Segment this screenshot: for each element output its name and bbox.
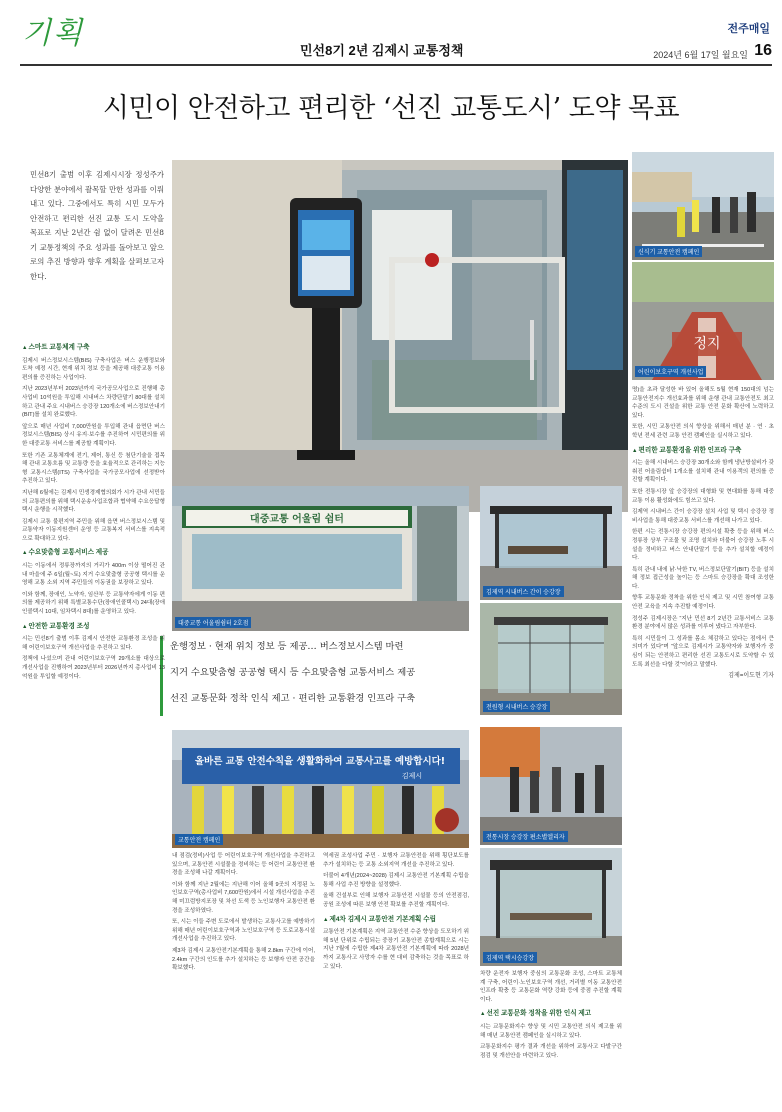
paragraph: 정성주 김제시장은 “지난 민선 8기 2년간 교통서비스 교통환경 분야에서 많은 성과를 이루어 냈다고 자부한다. bbox=[632, 615, 774, 631]
paragraph: 교통문화지수 평가 결과 개선을 위하여 교통사고 다발구간 점검 및 개선안을 마련하고 있다. bbox=[480, 1044, 622, 1059]
paragraph: 내 점검(정비)사업 등 어린이보호구역 개선사업을 추진하고 있으며, 교통안전 시설물을 정비하는 등 어린이 교통안전 환경을 조성해 나갈 계획이다. bbox=[172, 853, 315, 877]
paragraph: 시는 민선8기 출범 이후 김제시 안전한 교통환경 조성을 위해 어린이보호구역 개선사업을 추진하고 있다. bbox=[22, 636, 165, 651]
section-heading-smart: ▲ 스마트 교통체계 구축 bbox=[22, 344, 165, 353]
section-heading-safe: ▲ 안전한 교통환경 조성 bbox=[22, 623, 165, 632]
market-stop-illustration bbox=[480, 727, 622, 845]
subheadline-callout bbox=[170, 634, 485, 724]
paragraph: 또한 전통시장 앞 승강장의 대형화 및 현대화를 통해 대중교통 이용 활성화에도 힘쓰고 있다. bbox=[632, 488, 774, 504]
paragraph: 시는 교통문화지수 향상 및 시민 교통안전 의식 제고를 위해 매년 교통안전 캠페인을 실시하고 있다. bbox=[480, 1023, 622, 1039]
shelter-interior-illustration bbox=[172, 160, 628, 512]
booth-stop-illustration bbox=[480, 603, 622, 715]
photo-shelter-interior bbox=[172, 160, 628, 512]
caption-booth-stop: 전원형 시내버스 승강장 bbox=[483, 701, 550, 712]
banner-org-text: 김제시 bbox=[401, 772, 423, 780]
section-heading-demand: ▲ 수요맞춤형 교통서비스 제공 bbox=[22, 549, 165, 558]
column-5 bbox=[632, 386, 774, 1110]
taxi-stand-illustration bbox=[480, 848, 622, 966]
paragraph: 특히 시민들이 그 성과를 몸소 체감하고 있다는 점에서 큰 의미가 있다”며 “앞으로 김제시가 교통약자와 보행자가 중심이 되는 안전하고 편리한 선진 교통도시로 도약할 수 있도록 최선을 다할 것”이라고 말했다. bbox=[632, 635, 774, 668]
section-logo: 기획 bbox=[22, 16, 84, 51]
callout-line-1: 운행정보 · 현재 위치 정보 등 제공… 버스정보시스템 마련 bbox=[170, 641, 404, 652]
campaign-crosswalk-illustration bbox=[632, 152, 774, 260]
page-number: 16 bbox=[754, 42, 772, 59]
paragraph: 앞으로 매년 사업비 7,000만원을 투입해 관내 읍면단 버스정보시스템(BIS) 상시 유지·보수를 추진하여 시민편의를 위한 대중교통 서비스를 제공할 계획이다. bbox=[22, 423, 165, 447]
paragraph: 이와 함께, 장애인, 노약자, 임산부 등 교통약자에게 이동 편의를 제공하기 위해 특별교통수단(장애인콜택시) 24대(장애인콜택시 10대, 임차택시 8대)를 운영하고 있다. bbox=[22, 591, 165, 616]
photo-market-stop bbox=[480, 727, 622, 845]
paragraph: 시는 이동에서 정류장까지의 거리가 400m 이상 떨어진 관내 마을에 주 6일(월~토) 지거 수요맞춤형 공공형 택시를 운영해 교통 소외 지역 주민들의 이동권을 보장하고 있다. bbox=[22, 563, 165, 587]
photo-safety-campaign bbox=[172, 730, 469, 848]
paragraph: 시는 올해 시내버스 승강장 30개소와 함께 냉난방설비가 갖춰진 어울림쉼터 1개소를 설치해 관내 이용객의 편의를 증진할 계획이다. bbox=[632, 460, 774, 484]
school-zone-text: 정지 bbox=[693, 336, 721, 352]
caption-station-stop: 김제역 시내버스 간이 승강장 bbox=[483, 586, 564, 597]
issue-date: 2024년 6월 17일 월요일 bbox=[653, 50, 748, 60]
series-title: 민선8기 2년 김제시 교통정책 bbox=[300, 43, 464, 58]
paragraph: 차량 운전자 보행자 중심의 교통문화 조성, 스마트 교통체계 구축, 어린이·노인보호구역 개선, 거리별 이동 교통안전 인프라 확충 등 교통문화 역량 강화 등에 중점 추진할 계획이다. bbox=[480, 971, 622, 1003]
photo-campaign-crosswalk bbox=[632, 152, 774, 260]
headline: 시민이 안전하고 편리한 ‘선진 교통도시’ 도약 목표 bbox=[102, 93, 680, 124]
paragraph: 올해 건설부로 인해 보행자 교통안전 시설물 등의 안전점검, 공원 조성에 따른 보행 안전 확보를 추진할 계획이다. bbox=[323, 893, 469, 908]
photo-school-zone bbox=[632, 262, 774, 380]
paragraph: 더불어 4개년(2024~2028) 김제시 교통안전 기본계획 수립을 통해 사업 추진 방향을 설정했다. bbox=[323, 873, 469, 888]
paragraph: 지난 2023년부터 2023년까지 국가공모사업으로 진행해 총사업비 10억원을 투입해 시내버스 차량단말기 80대를 설치하고 관내 주요 시내버스 승강장 120개소에 버스정보안내기(BIT)를 설치 완료했다. bbox=[22, 386, 165, 419]
paragraph: 또한, 시민 교통안전 의식 향상을 위해서 매년 분 · 연 · 초 학년 전세 관련 교통 안전 캠페인을 실시하고 있다. bbox=[632, 424, 774, 439]
byline: 김제=이도현 기자 bbox=[728, 673, 774, 680]
paragraph: 김제시 버스정보시스템(BIS) 구축사업은 버스 운행정보와 도착 예정 시간, 현재 위치 정보 등을 제공해 대중교통 이용 편의를 증진하는 사업이다. bbox=[22, 357, 165, 381]
paragraph: 지난해 6월에는 김제시 민생경제협의회가 시가 관내 서민들의 교통편의를 위해 택시운송사업조합과 협약해 수요응답형 택시 운행을 시작했다. bbox=[22, 489, 165, 514]
paragraph: 향후 교통문화 정착을 위한 인식 제고 및 시민 참여형 교통안전 교육을 지속 추진할 예정이다. bbox=[632, 595, 774, 611]
caption-top-right-2: 어린이보호구역 개선사업 bbox=[635, 366, 706, 377]
section-heading-pedestrian: ▲ 제4차 김제시 교통안전 기본계획 수립 bbox=[323, 916, 469, 925]
paper-name: 전주매일 bbox=[727, 23, 770, 35]
shelter-exterior-illustration bbox=[172, 486, 469, 631]
column-4 bbox=[480, 970, 622, 1110]
paragraph: 또, 시는 이들 주변 도로에서 발생하는 교통사고를 예방하기 위해 매년 어린이보호구역과 노인보호구역 등 도로교통시설 개선사업을 추진하고 있다. bbox=[172, 919, 315, 943]
paragraph: 교통안전 기본계획은 지역 교통안전 수준 향상을 도모하기 위해 5년 단위로 수립되는 중장기 교통안전 종합계획으로 시는 지난 7월에 수립한 제4차 교통안전 기본계획에 따라 2028년까지 교통사고 사망자 수를 현 대비 감축하는 것을 목표로 하고 있다. bbox=[323, 929, 469, 970]
paragraph: 김제역 시내버스 간이 승강장 설치 사업 및 택시 승강장 정비사업을 통해 대중교통 서비스를 개선해 나가고 있다. bbox=[632, 509, 774, 524]
shelter-sign-text: 대중교통 어울림 쉼터 bbox=[250, 514, 344, 525]
callout-line-3: 선진 교통문화 정착 인식 제고 · 편리한 교통환경 인프라 구축 bbox=[170, 693, 416, 704]
photo-taxi-stand bbox=[480, 848, 622, 966]
caption-market-stop: 전통시장 승강장 편소별엘리자 bbox=[483, 831, 568, 842]
column-2 bbox=[172, 852, 315, 1110]
masthead-divider bbox=[20, 64, 772, 66]
school-zone-illustration bbox=[632, 262, 774, 380]
section-heading-infra: ▲ 편리한 교통환경을 위한 인프라 구축 bbox=[632, 447, 774, 456]
caption-campaign: 교통안전 캠페인 bbox=[175, 834, 223, 845]
photo-shelter-exterior bbox=[172, 486, 469, 631]
paragraph: 김제시 교통 불편지역 주민을 위해 읍면 버스정보시스템 및 교통약자 이동지원센터 운영 등 교통복지 서비스를 지속적으로 확대하고 있다. bbox=[22, 518, 165, 542]
column-1 bbox=[22, 338, 165, 1110]
paragraph: 명)을 초과 달성한 바 있어 올해도 5월 현재 150대의 넘는 교통안전지수 개선효과를 위해 운행 관내 교통안전도 최고 수준의 도시 건설을 위한 교통 안전 문화 확산에 노력하고 있다. bbox=[632, 387, 774, 419]
paragraph: 이와 함께 지난 2월에는 지난해 이어 올해 9곳의 지정된 노인보호구역(총사업비 7,600만원)에서 시설 개선사업을 추진해 미끄럼방지포장 및 차선 도색 등 노인보행자 교통안전 환경을 조성하였다. bbox=[172, 881, 315, 914]
paragraph: 한편 시는 전통시장 승강장 편의시설 확충 등을 위해 버스 정류장 상부 구조물 및 조명 설치와 더불어 승강장 노후 시설을 정비하고 버스 안내단말기 등을 추가 설치할 예정이다. bbox=[632, 529, 774, 562]
section-heading-culture: ▲ 선진 교통문화 정착을 위한 인식 제고 bbox=[480, 1010, 622, 1019]
caption-taxi-stand: 김제역 택시승강장 bbox=[483, 952, 537, 963]
safety-campaign-illustration bbox=[172, 730, 469, 848]
lede-paragraph: 민선8기 출범 이후 김제시시장 정성주가 다양한 분야에서 괄목할 만한 성과를 이뤄내고 있다. 그중에서도 특히 시민 모두가 안전하고 편리한 선진 교통 도시 도약을 목표로 지난 2년간 쉼 없이 달려온 민선8기 교통정책의 주요 성과를 돌아보고 앞으로의 추진 방향과 향후 계획을 살펴보고자 한다. bbox=[30, 170, 164, 281]
photo-station-stop bbox=[480, 486, 622, 600]
caption-top-right-1: 신식기 교통안전 캠페인 bbox=[635, 246, 702, 257]
station-stop-illustration bbox=[480, 486, 622, 600]
paragraph: 역세권 조성사업 주민 · 보행자 교통안전을 위해 횡단보도를 추가 설치하는 등 교통 소외지역 개선을 추진하고 있다. bbox=[323, 853, 469, 868]
callout-line-2: 지거 수요맞춤형 공공형 택시 등 수요맞춤형 교통서비스 제공 bbox=[170, 667, 416, 678]
paragraph: 특히 관내 내에 낡·낙한 TV, 버스정보단말기(BIT) 등을 설치해 정보 접근성을 높이는 등 스마트 승강장을 확대 조성한다. bbox=[632, 566, 774, 590]
banner-text: 올바른 교통 안전수칙을 생활화하여 교통사고를 예방합시다! bbox=[194, 756, 446, 767]
photo-booth-stop bbox=[480, 603, 622, 715]
caption-shelter-2: 대중교통 어울림쉼터 2호점 bbox=[175, 617, 251, 628]
column-3 bbox=[323, 852, 469, 1110]
paragraph: 또한 기존 교통체계에 전기, 제어, 통신 등 첨단기술을 접목해 관내 교통흐름 및 교통량 등을 효율적으로 관리하는 지능형 교통시스템(ITS) 구축사업을 국가공모사업에 선정받아 추진하고 있다. bbox=[22, 452, 165, 485]
paragraph: 제3차 김제시 교통안전기본계획을 통해 2.8km 구간에 이어, 2.4km 구간의 인도를 추가 설치하는 등 보행자 안전 공간을 확보했다. bbox=[172, 947, 315, 972]
paragraph: 정책에 나섰으며 관내 어린이보호구역 29개소를 대상으로 개선사업을 진행하여 2023년부터 2026년까지 총사업비 13억원을 투입할 예정이다. bbox=[22, 656, 165, 680]
